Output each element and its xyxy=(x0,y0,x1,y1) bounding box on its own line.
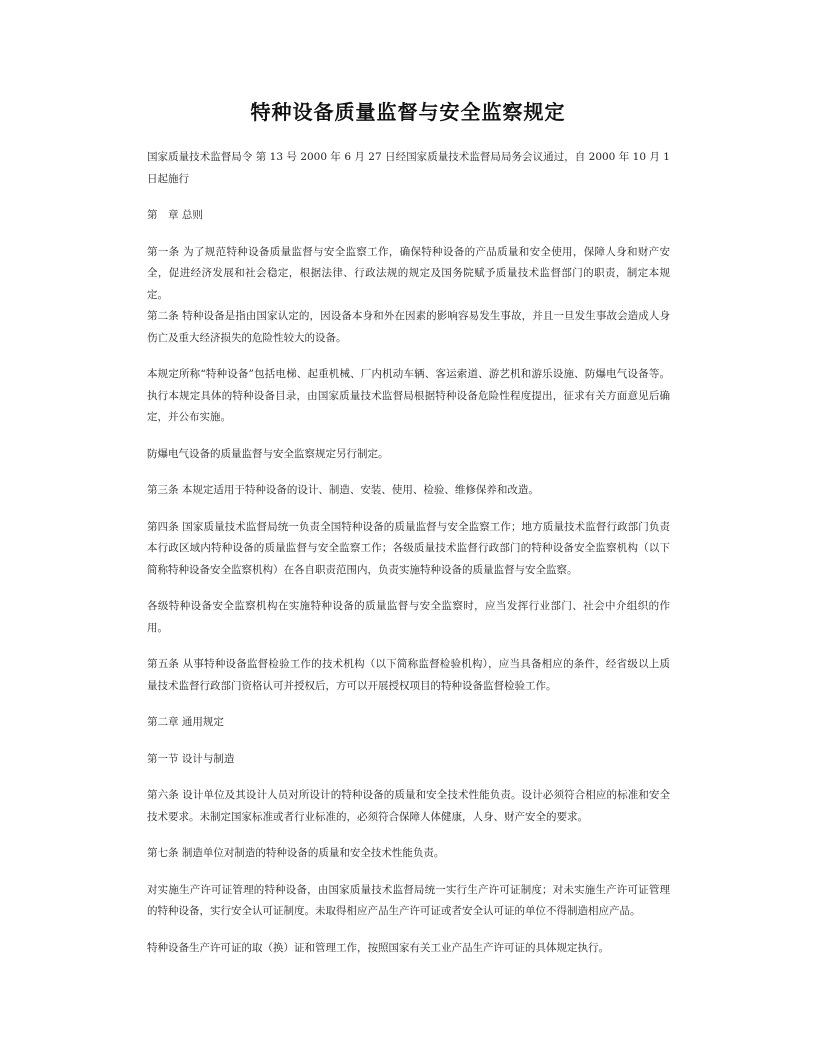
article-paragraph: 第六条 设计单位及其设计人员对所设计的特种设备的质量和安全技术性能负责。设计必须符合相应的标准和安全技术要求。未制定国家标准或者行业标准的，必须符合保障人体健康，人身、财产安全的要求。 xyxy=(147,789,670,823)
document-title: 特种设备质量监督与安全监察规定 xyxy=(250,100,566,124)
chapter-heading: 第 章 总则 xyxy=(147,209,203,221)
body-paragraph: 本规定所称“特种设备”包括电梯、起重机械、厂内机动车辆、客运索道、游艺机和游乐设施、防爆电气设备等。执行本规定具体的特种设备目录，由国家质量技术监督局根据特种设备危险性程度提出，征求有关方面意见后确定，并公布实施。 xyxy=(147,368,670,423)
body-paragraph: 特种设备生产许可证的取（换）证和管理工作，按照国家有关工业产品生产许可证的具体规定执行。 xyxy=(147,941,609,954)
article-paragraph: 第一条 为了规范特种设备质量监督与安全监察工作，确保特种设备的产品质量和安全使用，保障人身和财产安全，促进经济发展和社会稳定，根据法律、行政法规的规定及国务院赋予质量技术监督部门的职责，制定本规定。 xyxy=(147,245,670,301)
article-paragraph: 第七条 制造单位对制造的特种设备的质量和安全技术性能负责。 xyxy=(147,847,445,859)
body-paragraph: 各级特种设备安全监察机构在实施特种设备的质量监督与安全监察时，应当发挥行业部门、社会中介组织的作用。 xyxy=(147,600,670,634)
body-paragraph: 对实施生产许可证管理的特种设备，由国家质量技术监督局统一实行生产许可证制度；对未实施生产许可证管理的特种设备，实行安全认可证制度。未取得相应产品生产许可证或者安全认可证的单位不得制造相应产品。 xyxy=(147,883,670,917)
document-body xyxy=(147,147,670,959)
section-heading: 第一节 设计与制造 xyxy=(147,752,235,765)
article-paragraph: 第三条 本规定适用于特种设备的设计、制造、安装、使用、检验、维修保养和改造。 xyxy=(147,484,539,496)
preamble-paragraph: 国家质量技术监督局令 第 13 号 2000 年 6 月 27 日经国家质量技术监督局局务会议通过，自 2000 年 10 月 1 日起施行 xyxy=(147,151,670,185)
chapter-heading: 第二章 通用规定 xyxy=(147,716,224,728)
article-paragraph: 第四条 国家质量技术监督局统一负责全国特种设备的质量监督与安全监察工作；地方质量技术监督行政部门负责本行政区域内特种设备的质量监督与安全监察工作；各级质量技术监督行政部门的特种设备安全监察机构（以下简称特种设备安全监察机构）在各自职责范围内，负责实施特种设备的质量监督与安全监察。 xyxy=(147,520,670,576)
article-paragraph: 第五条 从事特种设备监督检验工作的技术机构（以下简称监督检验机构），应当具备相应的条件，经省级以上质量技术监督行政部门资格认可并授权后，方可以开展授权项目的特种设备监督检验工作。 xyxy=(147,658,670,692)
article-paragraph: 第二条 特种设备是指由国家认定的，因设备本身和外在因素的影响容易发生事故，并且一旦发生事故会造成人身伤亡及重大经济损失的危险性较大的设备。 xyxy=(147,310,670,344)
body-paragraph: 防爆电气设备的质量监督与安全监察规定另行制定。 xyxy=(147,447,389,460)
